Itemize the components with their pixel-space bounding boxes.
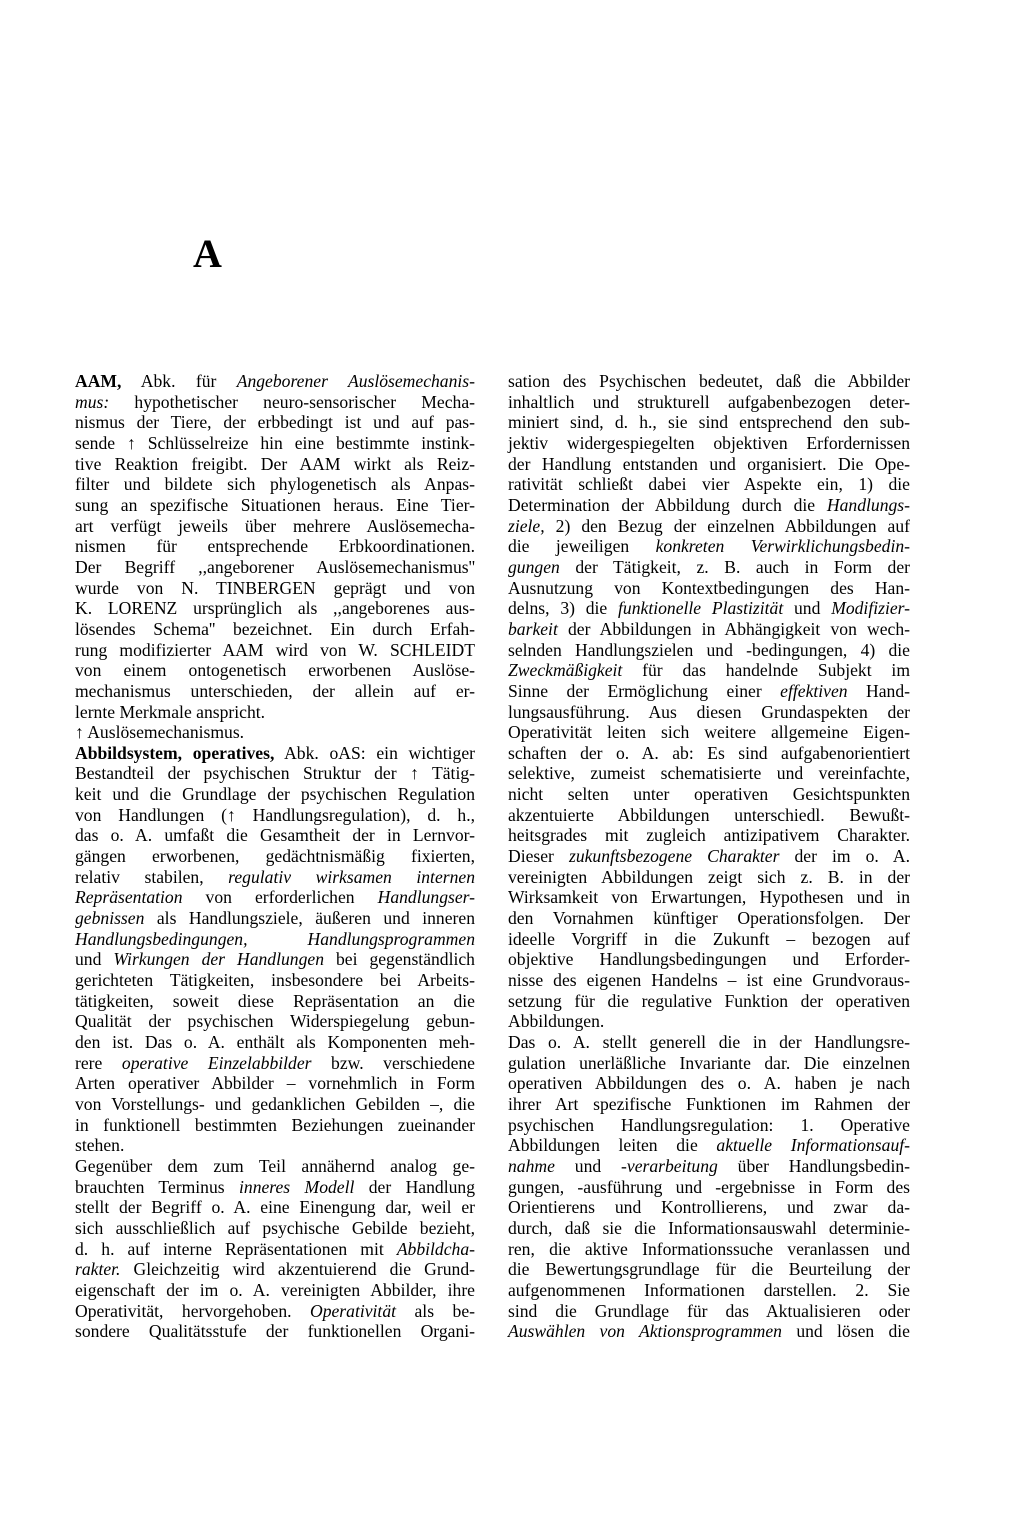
text-line: das o. A. umfaßt die Gesamtheit der in Lernvor- — [75, 825, 475, 846]
text-line: tätigkeiten, soweit diese Repräsentation an die — [75, 990, 475, 1011]
text-line: ziele, 2) den Bezug der einzelnen Abbildungen auf — [508, 515, 910, 536]
text-line: gulation unerläßliche Invariante dar. Die einzelnen — [508, 1052, 910, 1073]
text-line: Sinne der Ermöglichung einer effektiven Hand- — [508, 680, 910, 701]
text-line: nisse des eigenen Handelns – ist eine Grundvoraus- — [508, 970, 910, 991]
text-line: mus: hypothetischer neuro-sensorischer Mecha- — [75, 391, 475, 412]
text-line: stellt der Begriff o. A. eine Einengung dar, weil er — [75, 1197, 475, 1218]
text-line: Handlungsbedingungen, Handlungsprogrammen — [75, 928, 475, 949]
text-line: durch, daß sie die Informationsauswahl determinie- — [508, 1217, 910, 1238]
text-line: Operativität leiten sich weitere allgemeine Eigen- — [508, 722, 910, 743]
text-line: rakter. Gleichzeitig wird akzentuierend die Grund- — [75, 1259, 475, 1280]
text-line: sation des Psychischen bedeutet, daß die Abbilder — [508, 371, 910, 391]
text-line: Abbildungen leiten die aktuelle Informationsauf- — [508, 1135, 910, 1156]
text-line: delns, 3) die funktionelle Plastizität und Modifizier- — [508, 598, 910, 619]
text-line: schaften der o. A. ab: Es sind aufgabenorientiert — [508, 742, 910, 763]
text-line: von Vorstellungs- und gedanklichen Gebilden –, die — [75, 1093, 475, 1114]
text-line: rativität schließt dabei vier Aspekte ein, 1) die — [508, 474, 910, 495]
section-letter: A — [193, 231, 222, 276]
text-line: operativen Abbildungen des o. A. haben je nach — [508, 1073, 910, 1094]
text-line: Bestandteil der psychischen Struktur der ↑ Tätig- — [75, 763, 475, 784]
text-line: vereinigten Abbildungen zeigt sich z. B. in der — [508, 866, 910, 887]
text-line: Gegenüber dem zum Teil annähernd analog ge- — [75, 1155, 475, 1176]
text-line: Abbildsystem, operatives, Abk. oAS: ein wichtiger — [75, 742, 476, 763]
right-column — [508, 371, 910, 1342]
text-line: rere operative Einzelabbilder bzw. verschiedene — [75, 1052, 475, 1073]
text-line: nahme und -verarbeitung über Handlungsbedin- — [508, 1155, 910, 1176]
text-line: AAM, Abk. für Angeborener Auslösemechanis- — [75, 371, 475, 391]
text-line: gungen der Tätigkeit, z. B. auch in Form der — [508, 556, 910, 577]
text-line: setzung für die regulative Funktion der operativen — [508, 990, 910, 1011]
text-line: Qualität der psychischen Widerspiegelung gebun- — [75, 1011, 475, 1032]
text-line: keit und die Grundlage der psychischen Regulation — [75, 784, 475, 805]
text-line: selnden Handlungszielen und -bedingungen, 4) die — [508, 639, 910, 660]
text-line: inhaltlich und strukturell aufgabenbezogen deter- — [508, 391, 910, 412]
text-line: wurde von N. TINBERGEN geprägt und von — [75, 577, 475, 598]
text-line: sondere Qualitätsstufe der funktionellen Organi- — [75, 1321, 475, 1342]
text-line: d. h. auf interne Repräsentationen mit Abbildcha- — [75, 1238, 475, 1259]
text-line: filter und bildete sich phylogenetisch als Anpas- — [75, 474, 475, 495]
text-line: Der Begriff ,,angeborener Auslösemechanismus'' — [75, 556, 475, 577]
text-line: sich ausschließlich auf psychische Gebilde bezieht, — [75, 1217, 475, 1238]
text-line: Ausnutzung von Kontextbedingungen des Han- — [508, 577, 910, 598]
left-column — [75, 371, 475, 1342]
text-line: und Wirkungen der Handlungen bei gegenständlich — [75, 949, 475, 970]
text-line: sind die Grundlage für das Aktualisieren oder — [508, 1300, 910, 1321]
text-line: ideelle Vorgriff in die Zukunft – bezogen auf — [508, 928, 910, 949]
text-line: lösendes Schema'' bezeichnet. Ein durch Erfah- — [75, 618, 475, 639]
text-line: art verfügt jeweils über mehrere Auslösemecha- — [75, 515, 475, 536]
text-line: sende ↑ Schlüsselreize hin eine bestimmte instink- — [75, 432, 475, 453]
text-line: Wirksamkeit von Erwartungen, Hypothesen und in — [508, 887, 910, 908]
text-line: heitsgrades mit zugleich antizipativem Charakter. — [508, 825, 910, 846]
text-line: rung modifizierter AAM wird von W. SCHLEIDT — [75, 639, 475, 660]
text-line: gerichteten Tätigkeiten, insbesondere bei Arbeits- — [75, 970, 475, 991]
text-line: psychischen Handlungsregulation: 1. Operative — [508, 1114, 910, 1135]
text-line: akzentuierte Abbildungen unterschiedl. Bewußt- — [508, 804, 910, 825]
text-line: ren, die aktive Informationssuche veranlassen und — [508, 1238, 910, 1259]
text-line: jektiv widergespiegelten objektiven Erfordernissen — [508, 432, 910, 453]
text-line: K. LORENZ ursprünglich als ,,angeborenes aus- — [75, 598, 475, 619]
text-line: nismus der Tiere, der erbbedingt ist und auf pas- — [75, 412, 475, 433]
text-line: selektive, zumeist schematisierte und vereinfachte, — [508, 763, 910, 784]
text-line: stehen. — [75, 1135, 125, 1156]
text-line: den Vornahmen künftiger Operationsfolgen. Der — [508, 908, 910, 929]
text-line: relativ stabilen, regulativ wirksamen internen — [75, 866, 476, 887]
text-line: gängen erworbenen, gedächtnismäßig fixierten, — [75, 846, 475, 867]
text-line: barkeit der Abbildungen in Abhängigkeit von wech- — [508, 618, 910, 639]
entry-abbildsystem — [75, 743, 475, 1342]
text-line: von Handlungen (↑ Handlungsregulation), d. h., — [75, 804, 475, 825]
text-line: Abbildungen. — [508, 1011, 605, 1032]
entry-aam — [75, 371, 475, 743]
text-line: die jeweiligen konkreten Verwirklichungsbedin- — [508, 536, 911, 557]
text-line: den ist. Das o. A. enthält als Komponenten meh- — [75, 1032, 475, 1052]
text-line: sung an spezifische Situationen heraus. Eine Tier- — [75, 494, 475, 515]
text-line: Dieser zukunftsbezogene Charakter der im o. A. — [508, 846, 910, 867]
text-line: die Bewertungsgrundlage für die Beurteilung der — [508, 1259, 910, 1280]
text-line: lernte Merkmale anspricht. — [75, 701, 266, 722]
text-line: tive Reaktion freigibt. Der AAM wirkt als Reiz- — [75, 453, 475, 474]
text-line: eigenschaft der im o. A. vereinigten Abbilder, ihre — [75, 1279, 475, 1300]
text-line: ↑ Auslösemechanismus. — [75, 722, 245, 743]
text-line: Repräsentation von erforderlichen Handlungser- — [75, 887, 475, 908]
text-line: brauchten Terminus inneres Modell der Handlung — [75, 1176, 475, 1197]
text-line: nismen für entsprechende Erbkoordinationen. — [75, 536, 475, 557]
text-line: gebnissen als Handlungsziele, äußeren und inneren — [75, 908, 475, 929]
text-line: lungsausführung. Aus diesen Grundaspekten der — [508, 701, 910, 722]
text-line: Operativität, hervorgehoben. Operativität als be- — [75, 1300, 475, 1321]
text-line: mechanismus unterschieden, der allein auf er- — [75, 680, 475, 701]
text-line: Determination der Abbildung durch die Handlungs- — [508, 494, 910, 515]
text-line: aufgenommenen Informationen darstellen. 2. Sie — [508, 1279, 910, 1300]
text-line: Das o. A. stellt generell die in der Handlungsre- — [508, 1032, 910, 1052]
text-line: objektive Handlungsbedingungen und Erforder- — [508, 949, 910, 970]
text-line: Arten operativer Abbilder – vornehmlich in Form — [75, 1073, 475, 1094]
text-line: Zweckmäßigkeit für das handelnde Subjekt im — [508, 660, 910, 681]
text-line: ihrer Art spezifische Funktionen im Rahmen der — [508, 1093, 910, 1114]
text-line: von einem ontogenetisch erworbenen Auslöse- — [75, 660, 475, 681]
text-line: Auswählen von Aktionsprogrammen und lösen die — [508, 1321, 910, 1342]
text-line: gungen, -ausführung und -ergebnisse in Form des — [508, 1176, 910, 1197]
text-line: nicht selten unter operativen Gesichtspunkten — [508, 784, 910, 805]
text-line: der Handlung entstanden und organisiert. Die Ope- — [508, 453, 910, 474]
text-line: Orientierens und Kontrollierens, und zwar da- — [508, 1197, 910, 1218]
text-line: in funktionell bestimmten Beziehungen zueinander — [75, 1114, 475, 1135]
text-line: miniert sind, d. h., sie sind entsprechend den sub- — [508, 412, 910, 433]
